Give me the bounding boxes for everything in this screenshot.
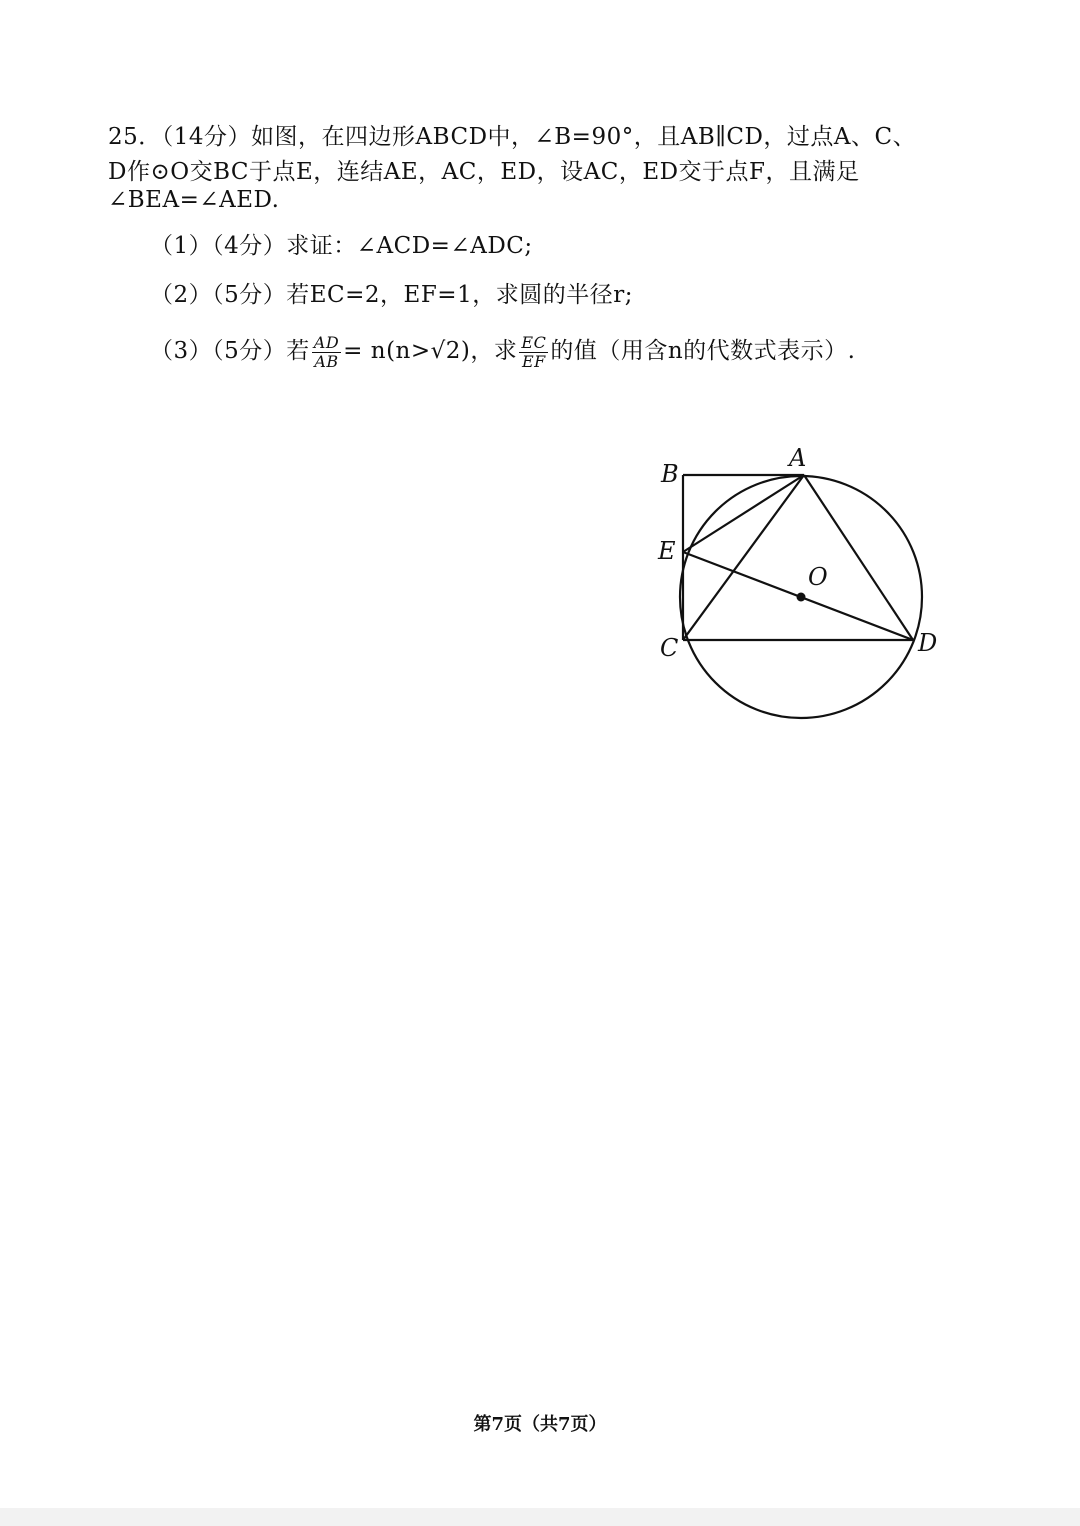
fraction-ec-ef xyxy=(519,334,548,371)
label-b: B xyxy=(661,460,679,488)
fraction-ad-ab-numerator: AD xyxy=(313,332,340,352)
label-a: A xyxy=(789,444,807,472)
geometry-figure xyxy=(640,430,960,730)
question-25-line-2: D作⊙O交BC于点E，连结AE，AC，ED，设AC，ED交于点F，且满足 xyxy=(108,159,860,185)
sub-question-3 xyxy=(150,332,855,371)
sub-question-3-prefix: （3）（5分）若 xyxy=(150,338,310,364)
label-d: D xyxy=(918,629,938,657)
label-c: C xyxy=(660,634,679,662)
scan-bottom-strip xyxy=(0,1508,1080,1526)
fraction-ad-ab-denominator: AB xyxy=(314,351,339,371)
sub-question-2: （2）（5分）若EC=2，EF=1，求圆的半径r; xyxy=(150,282,633,308)
sub-question-3-suffix: 的值（用含n的代数式表示）. xyxy=(550,338,856,364)
question-25-line-1: 25．（14分）如图，在四边形ABCD中，∠B=90°，且AB∥CD，过点A、C、 xyxy=(108,124,917,150)
fraction-ec-ef-denominator: EF xyxy=(521,351,546,371)
sub-question-3-middle: = n(n>√2)，求 xyxy=(343,338,518,364)
segment-ac xyxy=(683,475,804,640)
label-e: E xyxy=(658,537,676,565)
question-25-line-3: ∠BEA=∠AED. xyxy=(108,187,280,213)
label-o: O xyxy=(808,563,828,591)
center-point-o xyxy=(797,593,806,602)
segment-ad xyxy=(804,475,913,640)
fraction-ec-ef-numerator: EC xyxy=(521,332,547,352)
page-footer: 第7页（共7页） xyxy=(473,1414,607,1435)
sub-question-1: （1）（4分）求证：∠ACD=∠ADC; xyxy=(150,233,533,259)
segment-ae xyxy=(683,475,804,552)
fraction-ad-ab xyxy=(312,334,341,371)
